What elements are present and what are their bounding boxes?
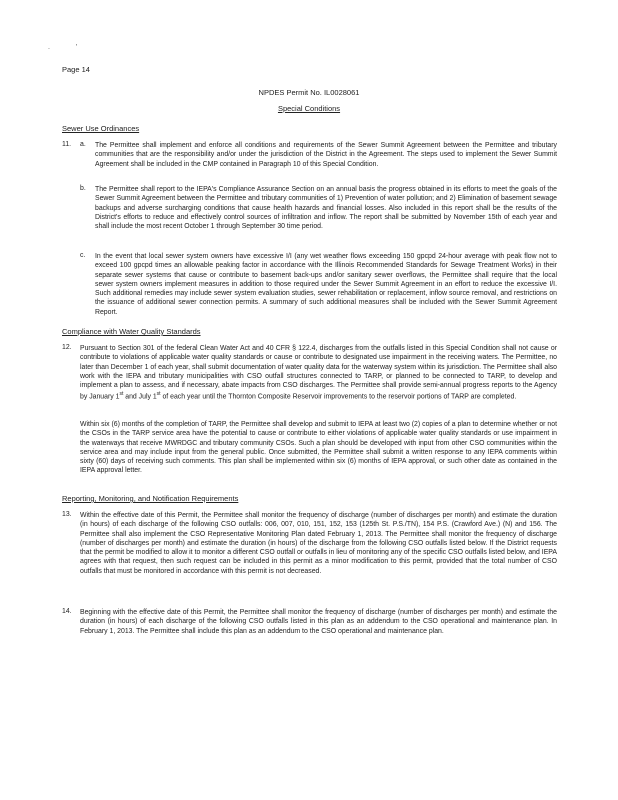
paragraph-11c: In the event that local sewer system owners have excessive I/I (any wet weather flows exceeding 150 gpcpd 24-hour average with peak flow not to exceed 100 gpcpd times an allowable peaking factor in accordance with the Illinois Recommended Standards for Sewage Treatment Works) in their separate sewer systems that cause or contribute to basement back-ups and/or sanitary sewer overflows, the Permittee shall require that the local sewer system owners implement measures in addition to those required under the Sewer Summit Agreement in an effort to reduce the excessive I/I. Such additional remedies may include sewer system evaluation studies, sewer rehabilitation or replacement, inflow source removal, and restrictions on the issuance of additional sewer connection permits. A summary of such additional measures shall be included with the Sewer Summit Agreement Report.	[95, 253, 557, 316]
paragraph-12-text-a: Pursuant to Section 301 of the federal Clean Water Act and 40 CFR § 122.4, discharges from the outfalls listed in this Special Condition shall not cause or contribute to violations of applicable water quality standards or cause or contribute to designated use impairment in the receiving waters. The Permittee, no later than December 1 of each year, shall submit documentation of water quality data for the waterway system within its jurisdiction. The Permittee shall also work with the IEPA and tributary municipalities with CSO outfall structures connected to TARP, or planned to be connected to TARP, to develop and implement a plan to assess, and if necessary, abate impacts from CSO discharges. The Permittee shall provide semi-annual progress reports to the Agency by January 1	[80, 345, 557, 401]
item-number-13: 13.	[62, 511, 72, 518]
item-number-14: 14.	[62, 608, 72, 615]
page-number: Page 14	[62, 65, 90, 74]
paragraph-13: Within the effective date of this Permit, the Permittee shall monitor the frequency of discharge (number of discharges per month) and estimate the duration (in hours) of each discharge of the following CSO outfalls: 006, 007, 010, 151, 152, 153 (125th St. P.S./TN), 154 P.S. (Crawford Ave.) (N) and 156. The Permittee shall also implement the CSO Representative Monitoring Plan dated February 1, 2013. The Permittee shall monitor the frequency of discharge (number of discharges per month) and estimate the duration (in hours) of the discharge from the following CSO outfalls listed below. If the District requests that the permit be modified to allow it to monitor a different CSO outfall or outfalls in lieu of monitoring any of the specific CSO outfalls listed below, and IEPA agrees with that request, then such request can be included in this permit as a minor modification to this permit, provided that the total number of CSO outfalls that must be monitored in accordance with this permit is not decreased.	[80, 512, 557, 575]
superscript-st-1: st	[119, 391, 124, 398]
paragraph-12-first	[80, 344, 557, 402]
paragraph-12-text-b: and July 1	[123, 393, 157, 401]
paragraph-11a: The Permittee shall implement and enforce all conditions and requirements of the Sewer Summit Agreement between the Permittee and tributary communities that are the responsibility and/or under the jurisdiction of the District in the Agreement. The steps used to implement the Sewer Summit Agreement shall be included in the CMP contained in Paragraph 10 of this Special Condition.	[95, 142, 557, 168]
paragraph-label-c: c.	[80, 252, 86, 259]
item-number-12: 12.	[62, 344, 72, 351]
reporting-heading: Reporting, Monitoring, and Notification Requirements	[62, 494, 239, 503]
corner-mark-left: .	[48, 44, 50, 51]
sewer-use-heading: Sewer Use Ordinances	[62, 124, 140, 133]
special-conditions-title: Special Conditions	[277, 104, 341, 113]
paragraph-label-a: a.	[80, 141, 86, 148]
corner-mark-right: '	[76, 44, 78, 51]
superscript-st-2: st	[156, 391, 161, 398]
paragraph-12-text-c: of each year until the Thornton Composite Reservoir improvements to the reservoir portions of TARP are completed.	[160, 393, 517, 401]
item-number-11: 11.	[62, 141, 72, 148]
water-quality-heading: Compliance with Water Quality Standards	[62, 327, 201, 336]
paragraph-label-b: b.	[80, 185, 86, 192]
paragraph-11b: The Permittee shall report to the IEPA's Compliance Assurance Section on an annual basis the progress obtained in its efforts to meet the goals of the Sewer Summit Agreement between the Permittee and tributary communities of 1) Prevention of water pollution; and 2) Elimination of basement sewage backups and adverse surcharging conditions that cause health hazards and financial losses. Also included in this report shall be the results of the District's efforts to reduce and effectively control sources of infiltration and inflow. The report shall be submitted by November 15th of each year and shall include the most recent October 1 through September 30 time period.	[95, 186, 557, 231]
paragraph-14: Beginning with the effective date of this Permit, the Permittee shall monitor the frequency of discharge (number of discharges per month) and estimate the duration (in hours) of each discharge of the following CSO outfalls listed in this plan as an addendum to the CSO operational and maintenance plan. In February 1, 2013. The Permittee shall include this plan as an addendum to the CSO operational and maintenance plan.	[80, 609, 557, 635]
paragraph-12-second: Within six (6) months of the completion of TARP, the Permittee shall develop and submit to IEPA at least two (2) copies of a plan to determine whether or not the CSOs in the TARP service area have the potential to cause or contribute to either violations of applicable water quality standards or use impairment in the waterways that receive MWRDGC and tributary community CSOs. Such a plan should be developed with input from other CSO communities within the service area and may include input from the general public. Once submitted, the Permittee shall submit a written response to any IEPA comments within sixty (60) days of receiving such comments. This plan shall be implemented within six (6) months of IEPA approval, or such other date as contained in the IEPA approval letter.	[80, 421, 557, 475]
permit-number-title: NPDES Permit No. IL0028061	[258, 88, 360, 97]
